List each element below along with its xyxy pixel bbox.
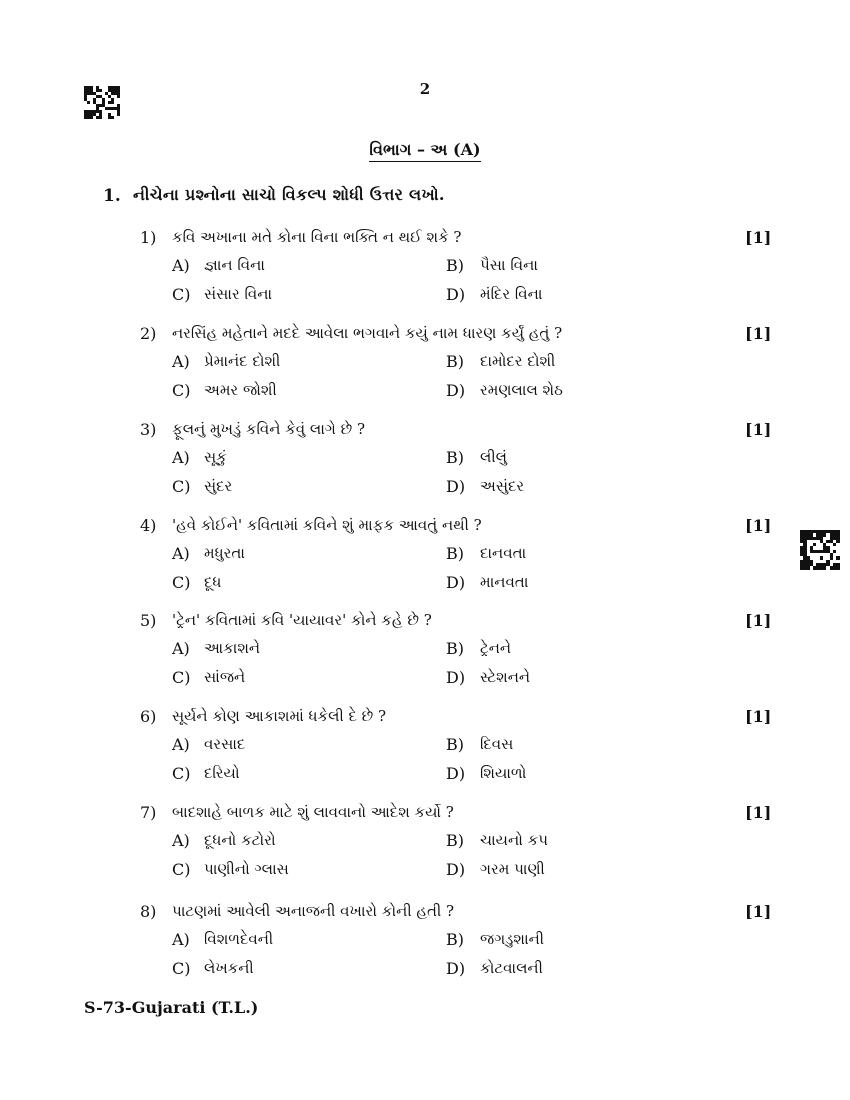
option-d-text: માનવતા [480,573,529,591]
question-3 [0,420,850,510]
option-b-text: જગડુશાની [480,930,545,948]
question-6 [0,707,850,797]
question-number: 8) [140,902,157,921]
option-c-text: સુંદર [204,477,233,495]
option-c-label: C) [172,764,191,783]
option-c-text: સંસાર વિના [204,285,273,303]
option-a-label: A) [172,256,190,275]
option-b-label: B) [446,448,464,467]
option-c-label: C) [172,959,191,978]
question-number: 2) [140,324,157,343]
option-c-text: અમર જોશી [204,381,277,399]
option-d-label: D) [446,959,466,978]
option-d-text: સ્ટેશનને [480,668,531,686]
option-d-label: D) [446,860,466,879]
section-title [0,140,850,160]
option-d-label: D) [446,764,466,783]
option-a-label: A) [172,544,190,563]
question-marks: [1] [745,611,772,630]
option-a-text: પ્રેમાનંદ દોશી [204,352,281,370]
question-marks: [1] [745,516,772,535]
page-number: 2 [419,80,431,98]
question-number: 4) [140,516,157,535]
option-a-label: A) [172,448,190,467]
option-a-label: A) [172,352,190,371]
question-marks: [1] [745,803,772,822]
option-b-text: દામોદર દોશી [480,352,556,370]
option-c-text: લેખકની [204,959,254,977]
question-1 [0,228,850,318]
question-number: 3) [140,420,157,439]
question-2 [0,324,850,414]
option-c-label: C) [172,668,191,687]
option-c-label: C) [172,573,191,592]
question-marks: [1] [745,707,772,726]
option-a-label: A) [172,735,190,754]
question-text: ફૂલનું મુખડું કવિને કેવું લાગે છે ? [172,420,366,438]
option-d-text: રમણલાલ શેઠ [480,381,563,399]
option-b-text: લીલું [480,448,507,466]
option-d-text: કોટવાલની [480,959,543,977]
question-4 [0,516,850,606]
option-b-text: ચાયનો કપ [480,831,548,849]
question-number: 6) [140,707,157,726]
option-d-text: મંદિર વિના [480,285,543,303]
option-b-label: B) [446,639,464,658]
option-d-text: અસુંદર [480,477,525,495]
option-b-text: દિવસ [480,735,514,753]
instruction-text: નીચેના પ્રશ્નોના સાચો વિકલ્પ શોધી ઉત્તર લખો. [133,185,445,204]
option-b-label: B) [446,735,464,754]
option-d-label: D) [446,477,466,496]
option-d-label: D) [446,668,466,687]
question-number: 5) [140,611,157,630]
option-c-label: C) [172,477,191,496]
question-text: બાદશાહે બાળક માટે શું લાવવાનો આદેશ કર્યો ? [172,803,454,821]
option-b-label: B) [446,256,464,275]
question-marks: [1] [745,902,772,921]
option-a-text: આકાશને [204,639,261,657]
option-a-label: A) [172,831,190,850]
option-b-label: B) [446,544,464,563]
option-a-text: સૂકું [204,448,227,466]
section-title-text: વિભાગ – અ (A) [369,140,480,162]
question-5 [0,611,850,701]
question-text: નરસિંહ મહેતાને મદદે આવેલા ભગવાને કયું નામ ધારણ કર્યું હતું ? [172,324,563,342]
option-a-label: A) [172,930,190,949]
option-a-text: વિશળદેવની [204,930,274,948]
question-marks: [1] [745,420,772,439]
option-d-label: D) [446,381,466,400]
option-c-text: દરિયો [204,764,240,782]
option-d-text: શિયાળો [480,764,527,782]
instruction-number: 1. [103,186,121,206]
option-b-text: પૈસા વિના [480,256,538,274]
option-d-label: D) [446,573,466,592]
option-c-text: પાણીનો ગ્લાસ [204,860,289,878]
question-marks: [1] [745,324,772,343]
option-c-label: C) [172,381,191,400]
option-c-label: C) [172,285,191,304]
paper-code-footer: S-73-Gujarati (T.L.) [84,998,259,1017]
question-text: કવિ અખાના મતે કોના વિના ભક્તિ ન થઈ શકે ? [172,228,462,246]
question-8 [0,902,850,992]
option-d-label: D) [446,285,466,304]
option-a-text: મધુરતા [204,544,245,562]
option-a-text: જ્ઞાન વિના [204,256,265,274]
question-text: પાટણમાં આવેલી અનાજની વખારો કોની હતી ? [172,902,455,920]
question-text: સૂર્યને કોણ આકાશમાં ધકેલી દે છે ? [172,707,387,725]
question-7 [0,803,850,893]
option-c-text: સાંજને [204,668,246,686]
question-text: 'હવે કોઈને' કવિતામાં કવિને શું માફક આવતું નથી ? [172,516,482,534]
option-b-text: દાનવતા [480,544,527,562]
option-b-text: ટ્રેનને [480,639,512,657]
option-d-text: ગરમ પાણી [480,860,545,878]
option-c-text: દૂધ [204,573,222,591]
question-number: 1) [140,228,157,247]
option-c-label: C) [172,860,191,879]
option-b-label: B) [446,831,464,850]
option-b-label: B) [446,930,464,949]
question-number: 7) [140,803,157,822]
question-text: 'ટ્રેન' કવિતામાં કવિ 'યાયાવર' કોને કહે છે ? [172,611,432,629]
option-a-text: દૂધનો કટોરો [204,831,276,849]
option-a-text: વરસાદ [204,735,246,753]
question-marks: [1] [745,228,772,247]
option-a-label: A) [172,639,190,658]
option-b-label: B) [446,352,464,371]
